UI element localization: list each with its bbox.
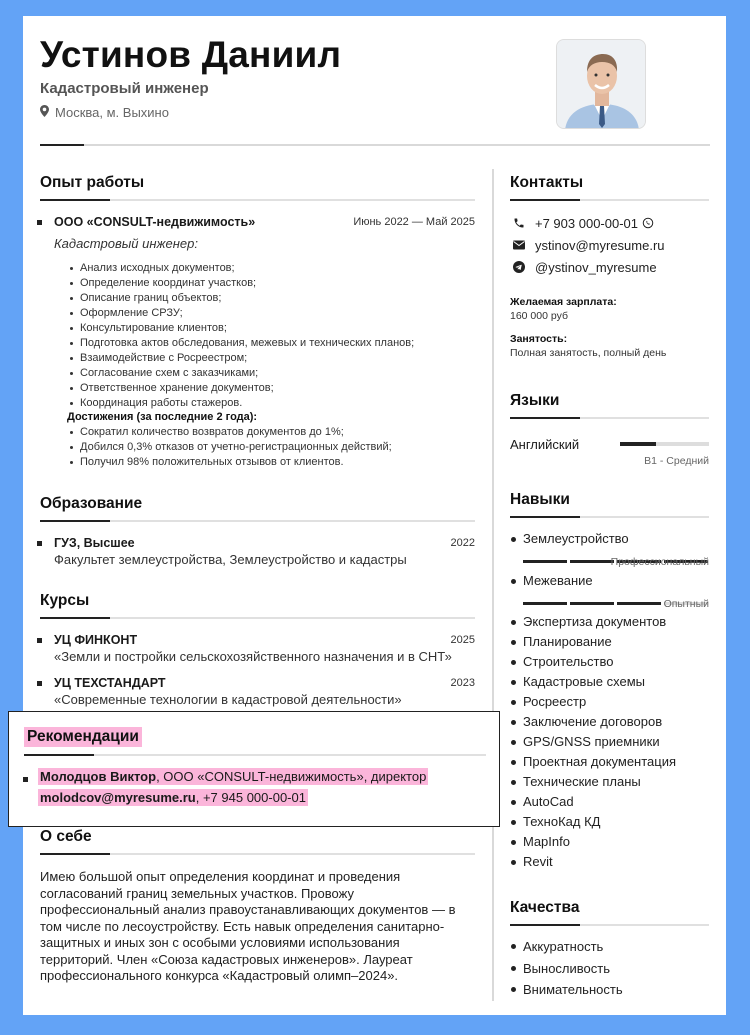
achievements-list — [68, 425, 392, 470]
rating-segment — [523, 602, 567, 605]
about-rule — [40, 853, 475, 855]
employment-label: Занятость: — [510, 333, 568, 345]
skill-rated-2 — [510, 571, 593, 591]
recommendations-rule — [24, 754, 486, 756]
skill-item: Заключение договоров — [510, 712, 676, 732]
skill-item: Экспертиза документов — [510, 612, 676, 632]
duty-item: Определение координат участков; — [68, 276, 414, 291]
education-rule — [40, 520, 475, 522]
skill-name: Межевание — [510, 571, 593, 591]
skill-item: Кадастровые схемы — [510, 672, 676, 692]
duty-item: Консультирование клиентов; — [68, 321, 414, 336]
rating-segment — [617, 602, 661, 605]
skill-item: Росреестр — [510, 692, 676, 712]
skill-level: Профессиональный — [610, 556, 709, 568]
phone-value: +7 903 000-00-01 — [535, 215, 639, 231]
location-pin-icon — [40, 105, 49, 120]
email-icon — [512, 239, 525, 252]
telegram-icon — [512, 261, 525, 274]
languages-rule — [510, 417, 709, 419]
qualities-title: Качества — [510, 899, 580, 916]
email-value: ystinov@myresume.ru — [535, 237, 665, 253]
candidate-photo — [556, 39, 646, 129]
duty-item: Анализ исходных документов; — [68, 261, 414, 276]
skill-item: Технические планы — [510, 772, 676, 792]
language-level-bar — [620, 442, 709, 446]
contact-telegram[interactable] — [512, 256, 665, 278]
language-level: B1 - Средний — [644, 455, 709, 467]
achievement-item: Получил 98% положительных отзывов от клиентов. — [68, 455, 392, 470]
experience-period: Июнь 2022 — Май 2025 — [353, 216, 475, 228]
skill-item: MapInfo — [510, 832, 676, 852]
quality-item: Выносливость — [510, 958, 623, 980]
telegram-value: @ystinov_myresume — [535, 259, 657, 275]
language-name: Английский — [510, 437, 580, 452]
skill-name: Землеустройство — [510, 529, 629, 549]
contacts-rule — [510, 199, 709, 201]
quality-item: Аккуратность — [510, 936, 623, 958]
recommendation-marker — [23, 777, 28, 782]
duty-item: Описание границ объектов; — [68, 291, 414, 306]
recommender-org: , ООО «CONSULT-недвижимость», директор — [156, 769, 427, 784]
education-faculty: Факультет землеустройства, Землеустройство и кадастры — [54, 552, 407, 567]
course-year: 2025 — [450, 634, 475, 646]
skills-title: Навыки — [510, 491, 570, 508]
recommendation-contact — [38, 790, 308, 805]
rating-segment — [570, 560, 614, 563]
education-institution: ГУЗ, Высшее — [54, 536, 135, 550]
employment-value: Полная занятость, полный день — [510, 347, 667, 359]
education-title: Образование — [40, 495, 143, 512]
duty-item: Ответственное хранение документов; — [68, 381, 414, 396]
duty-item: Взаимодействие с Росреестром; — [68, 351, 414, 366]
about-line: защитных и иных зон с особыми условиями использования — [40, 935, 400, 950]
experience-duties-list — [68, 261, 414, 411]
about-text — [40, 869, 455, 985]
duty-item: Координация работы стажеров. — [68, 396, 414, 411]
achievement-item: Сократил количество возвратов документов до 1%; — [68, 425, 392, 440]
experience-rule — [40, 199, 475, 201]
salary-value: 160 000 руб — [510, 310, 568, 322]
education-year: 2022 — [450, 537, 475, 549]
recommender-email: molodcov@myresume.ru — [40, 790, 196, 805]
whatsapp-icon — [641, 217, 654, 230]
phone-icon — [512, 217, 525, 230]
language-level-fill — [620, 442, 656, 446]
contact-email[interactable] — [512, 234, 665, 256]
skill-item: GPS/GNSS приемники — [510, 732, 676, 752]
skill-item: Строительство — [510, 652, 676, 672]
qualities-list — [510, 936, 623, 1001]
candidate-position: Кадастровый инженер — [40, 80, 209, 97]
rating-segment — [523, 560, 567, 563]
quality-item: Внимательность — [510, 979, 623, 1001]
rating-segment — [570, 602, 614, 605]
about-line: профессиональный анализ правоустанавливающих документов — в — [40, 902, 456, 917]
course-name: «Земли и постройки сельскохозяйственного назначения и в СНТ» — [54, 649, 452, 664]
qualities-rule — [510, 924, 709, 926]
header-divider-accent — [40, 144, 84, 146]
achievement-item: Добился 0,3% отказов от учетно-регистрационных действий; — [68, 440, 392, 455]
duty-item: Подготовка актов обследования, межевых и технических планов; — [68, 336, 414, 351]
courses-title: Курсы — [40, 592, 90, 609]
skills-list — [510, 612, 676, 872]
column-divider — [492, 169, 494, 1001]
skill-item: Планирование — [510, 632, 676, 652]
experience-title: Опыт работы — [40, 174, 145, 191]
skill-level: Опытный — [663, 598, 709, 610]
about-line: профессионального конкурса «Кадастровый олимп–2024». — [40, 968, 399, 983]
experience-marker — [37, 220, 42, 225]
contact-phone[interactable] — [512, 212, 665, 234]
duty-item: Оформление СРЗУ; — [68, 306, 414, 321]
course-marker — [37, 681, 42, 686]
recommender-phone: , +7 945 000-00-01 — [195, 790, 306, 805]
contacts-list — [512, 212, 665, 278]
about-line: том числе по лесоустройству. Есть навык определения санитарно- — [40, 918, 445, 934]
achievements-title: Достижения (за последние 2 года): — [67, 411, 258, 423]
about-title: О себе — [40, 828, 92, 845]
recommendations-title: Рекомендации — [24, 727, 142, 747]
skills-rule — [510, 516, 709, 518]
recommender-name: Молодцов Виктор — [40, 769, 157, 784]
course-org: УЦ ТЕХСТАНДАРТ — [54, 676, 166, 690]
course-year: 2023 — [450, 677, 475, 689]
courses-rule — [40, 617, 475, 619]
skill-item: AutoCad — [510, 792, 676, 812]
about-line: Имею большой опыт определения координат и проведения — [40, 869, 401, 884]
header-divider — [40, 144, 710, 146]
contacts-title: Контакты — [510, 174, 584, 191]
course-name: «Современные технологии в кадастровой деятельности» — [54, 692, 402, 707]
experience-role: Кадастровый инженер: — [54, 236, 198, 251]
resume-sheet — [23, 16, 726, 1015]
skill-item: Проектная документация — [510, 752, 676, 772]
course-marker — [37, 638, 42, 643]
about-line: территорий. Член «Союза кадастровых инженеров». Лауреат — [40, 951, 413, 967]
location-text: Москва, м. Выхино — [55, 105, 169, 120]
experience-company: ООО «CONSULT-недвижимость» — [54, 215, 256, 229]
about-line: согласований границ земельных участков. Провожу — [40, 885, 354, 901]
recommendations-box — [8, 711, 500, 827]
duty-item: Согласование схем с заказчиками; — [68, 366, 414, 381]
skill-rated-1 — [510, 529, 629, 549]
salary-label: Желаемая зарплата: — [510, 296, 617, 308]
course-org: УЦ ФИНКОНТ — [54, 633, 138, 647]
skill-item: ТехноКад КД — [510, 812, 676, 832]
candidate-location — [40, 105, 169, 120]
recommendation-person — [38, 769, 428, 784]
education-marker — [37, 541, 42, 546]
skill-item: Revit — [510, 852, 676, 872]
candidate-name: Устинов Даниил — [40, 34, 342, 75]
languages-title: Языки — [510, 392, 560, 409]
